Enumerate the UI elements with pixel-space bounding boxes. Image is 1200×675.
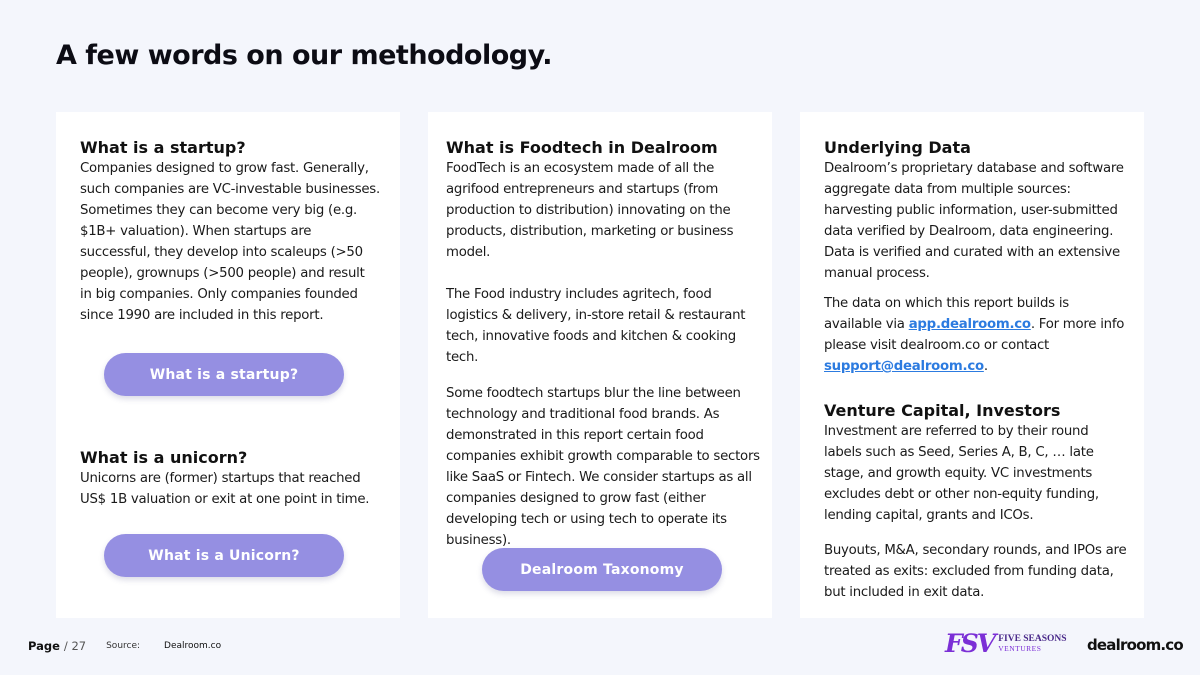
underlying-data-para-1: Dealroom’s proprietary database and software aggregate data from multiple sources: harvesting public information, user-submitted data verified by Dealroom, data engineering. Data is verified and curated with an extensive manual process. [824,161,1124,281]
source-value: Dealroom.co [164,641,222,651]
startup-card [56,112,400,618]
venture-capital-para-2: Buyouts, M&A, secondary rounds, and IPOs are treated as exits: excluded from funding data, but included in exit data. [824,543,1127,600]
startup-section [80,138,380,326]
unicorn-heading: What is a unicorn? [80,448,248,467]
foodtech-section [446,138,766,551]
venture-capital-heading: Venture Capital, Investors [824,401,1061,420]
dealroom-taxonomy-button[interactable]: Dealroom Taxonomy [482,548,722,591]
footer [28,639,221,653]
startup-heading: What is a startup? [80,138,246,157]
foodtech-para-2: The Food industry includes agritech, food logistics & delivery, in-store retail & restaurant tech, innovative foods and kitchen & cooking tech. [446,287,746,365]
dealroom-logo: dealroom.co [1087,636,1183,654]
app-dealroom-link[interactable]: app.dealroom.co [908,317,1031,332]
foodtech-para-1: FoodTech is an ecosystem made of all the agrifood entrepreneurs and startups (from production to distribution) innovating on the products, distribution, marketing or business model. [446,161,734,260]
foodtech-para-3: Some foodtech startups blur the line between technology and traditional food brands. As demonstrated in this report certain food companies exhibit growth comparable to sectors like SaaS or Fintech. We consider startups as all companies designed to grow fast (either developing tech or using tech to operate its business). [446,386,760,548]
fsv-line-2: VENTURES [998,644,1042,653]
fsv-line-1: FIVE SEASONS [998,634,1067,644]
unicorn-section [80,448,380,510]
venture-capital-section [824,401,1128,603]
data-para-2-post: . [983,359,988,374]
support-email-link[interactable]: support@dealroom.co [824,359,984,374]
page-number: / 27 [63,639,87,653]
source-label: Source: [106,641,141,651]
five-seasons-ventures-logo [945,630,1067,658]
fsv-wordmark [998,635,1066,653]
page-label: Page [28,639,60,653]
what-is-startup-button[interactable]: What is a startup? [104,353,344,396]
page-title: A few words on our methodology. [56,40,552,71]
data-para-2-pre: The data on which this report builds is available via [824,296,1069,332]
underlying-data-para-2 [824,293,1128,377]
startup-text: Companies designed to grow fast. Generally, such companies are VC-investable businesses. Sometimes they can become very big (e.g. $1B+ valuation). When startups are successful, they develop into scaleups (>50 people), grownups (>500 people) and result in big companies. Only companies founded since 1990 are included in this report. [80,161,380,323]
what-is-unicorn-button[interactable]: What is a Unicorn? [104,534,344,577]
foodtech-heading: What is Foodtech in Dealroom [446,138,718,157]
foodtech-card [428,112,772,618]
venture-capital-para-1: Investment are referred to by their round labels such as Seed, Series A, B, C, … late stage, and growth equity. VC investments excludes debt or other non-equity funding, lending capital, grants and ICOs. [824,424,1099,523]
fsv-mark: FSV [945,629,995,658]
underlying-data-section [824,138,1128,377]
data-card [800,112,1144,618]
data-para-2-mid: . For more info please visit dealroom.co or contact [824,317,1125,353]
underlying-data-heading: Underlying Data [824,138,971,157]
unicorn-text: Unicorns are (former) startups that reached US$ 1B valuation or exit at one point in time. [80,471,370,507]
